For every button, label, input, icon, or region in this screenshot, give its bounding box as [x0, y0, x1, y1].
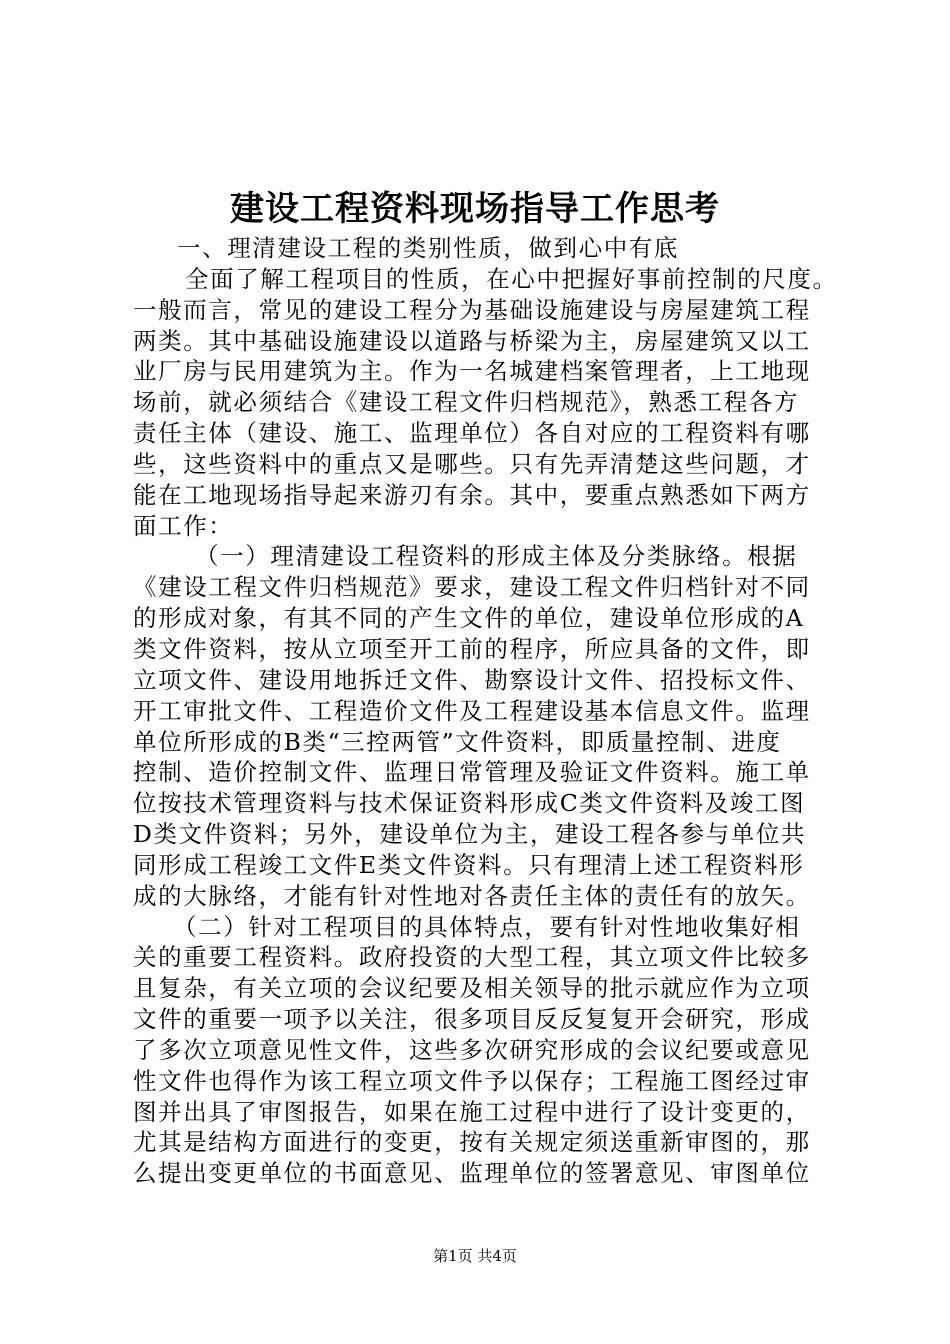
page-footer: 第1页 共4页: [433, 1247, 517, 1265]
subsection-line: （二）针对工程项目的具体特点，要有针对性地收集好相: [173, 912, 801, 941]
paragraph-line: 些，这些资料中的重点又是哪些。只有先弄清楚这些问题，才: [133, 449, 811, 478]
paragraph-line: 同形成工程竣工文件E类文件资料。只有理清上述工程资料形: [133, 850, 805, 879]
paragraph-line: 业厂房与民用建筑为主。作为一名城建档案管理者，上工地现: [133, 357, 811, 386]
paragraph-line: 尤其是结构方面进行的变更，按有关规定须送重新审图的，那: [133, 1128, 811, 1157]
paragraph-line: 两类。其中基础设施建设以道路与桥梁为主，房屋建筑又以工: [133, 326, 811, 355]
paragraph-line: 类文件资料，按从立项至开工前的程序，所应具备的文件，即: [133, 634, 811, 663]
paragraph-line: 开工审批文件、工程造价文件及工程建设基本信息文件。监理: [133, 696, 811, 725]
paragraph-line: 能在工地现场指导起来游刃有余。其中，要重点熟悉如下两方: [133, 480, 811, 509]
paragraph-line: 么提出变更单位的书面意见、监理单位的签署意见、审图单位: [133, 1159, 811, 1188]
paragraph-line: 责任主体（建设、施工、监理单位）各自对应的工程资料有哪: [133, 419, 811, 448]
paragraph-line: 图并出具了审图报告，如果在施工过程中进行了设计变更的，: [133, 1097, 811, 1126]
paragraph-line: 面工作：: [133, 511, 234, 540]
paragraph-line: 的形成对象，有其不同的产生文件的单位，建设单位形成的A: [133, 604, 805, 633]
paragraph-line: 一般而言，常见的建设工程分为基础设施建设与房屋建筑工程: [133, 295, 811, 324]
paragraph-line: 《建设工程文件归档规范》要求，建设工程文件归档针对不同: [133, 573, 811, 602]
paragraph-line: 单位所形成的B类“三控两管”文件资料，即质量控制、进度: [133, 727, 782, 756]
paragraph-line: 位按技术管理资料与技术保证资料形成C类文件资料及竣工图: [133, 789, 806, 818]
paragraph-line: 且复杂，有关立项的会议纪要及相关领导的批示就应作为立项: [133, 974, 811, 1003]
paragraph-line: 文件的重要一项予以关注，很多项目反反复复开会研究，形成: [133, 1005, 811, 1034]
section-heading: 一、理清建设工程的类别性质，做到心中有底: [177, 234, 679, 262]
paragraph-line: 控制、造价控制文件、监理日常管理及验证文件资料。施工单: [133, 758, 811, 787]
document-title: 建设工程资料现场指导工作思考: [230, 189, 720, 229]
paragraph-line: 了多次立项意见性文件，这些多次研究形成的会议纪要或意见: [133, 1035, 811, 1064]
subsection-line: （一）理清建设工程资料的形成主体及分类脉络。根据: [195, 542, 798, 571]
document-body: [133, 233, 838, 1189]
paragraph-line: 关的重要工程资料。政府投资的大型工程，其立项文件比较多: [133, 943, 811, 972]
paragraph-line: 立项文件、建设用地拆迁文件、勘察设计文件、招投标文件、: [133, 665, 811, 694]
paragraph-line: 全面了解工程项目的性质，在心中把握好事前控制的尺度。: [185, 264, 838, 293]
paragraph-line: 成的大脉络，才能有针对性地对各责任主体的责任有的放矢。: [133, 881, 811, 910]
paragraph-line: 场前，就必须结合《建设工程文件归档规范》，熟悉工程各方: [133, 388, 799, 417]
paragraph-line: 性文件也得作为该工程立项文件予以保存；工程施工图经过审: [133, 1066, 811, 1095]
paragraph-line: D类文件资料；另外，建设单位为主，建设工程各参与单位共: [133, 820, 807, 849]
